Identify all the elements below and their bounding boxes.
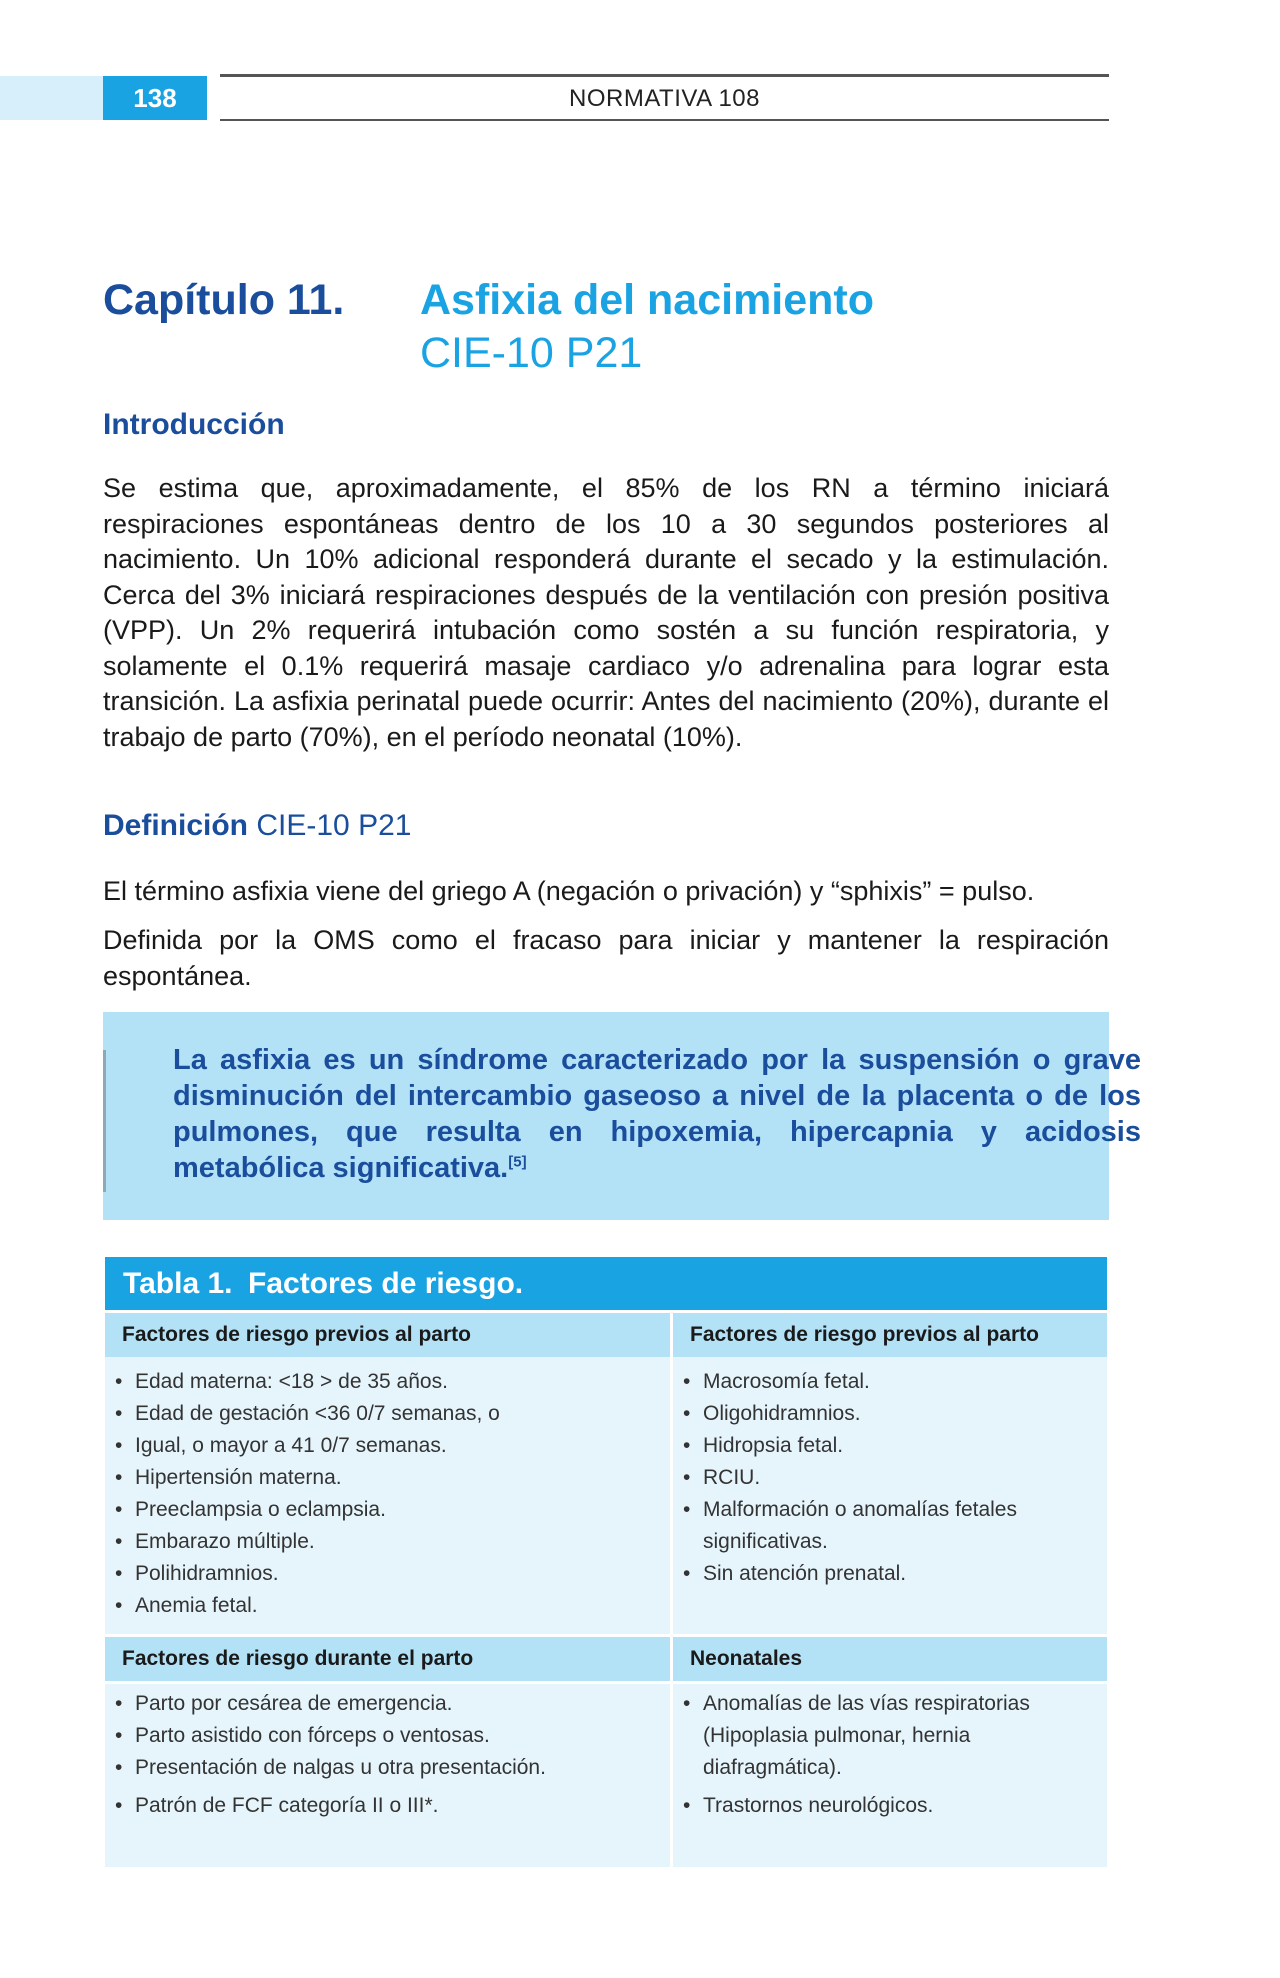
list-item: • Igual, o mayor a 41 0/7 semanas. — [105, 1430, 655, 1462]
list-item: • Patrón de FCF categoría II o III*. — [105, 1790, 655, 1822]
list-item: • Hidropsia fetal. — [673, 1430, 1103, 1462]
list-item: • Edad de gestación <36 0/7 semanas, o — [105, 1398, 655, 1430]
list-item: • Anemia fetal. — [105, 1590, 655, 1622]
list-item: • Macrosomía fetal. — [673, 1366, 1103, 1398]
header-bottom-rule — [220, 119, 1109, 121]
page-number: 138 — [103, 76, 207, 120]
callout-reference: [5] — [508, 1153, 527, 1171]
table-col-heading — [673, 1313, 1107, 1357]
definicion-paragraph-2: Definida por la OMS como el fracaso para iniciar y mantener la respiración espontánea. — [103, 925, 1109, 991]
table-column-divider — [670, 1310, 673, 1867]
chapter-code: CIE-10 P21 — [420, 329, 643, 377]
col-heading-label: Factores de riesgo previos al parto — [690, 1323, 1039, 1346]
table-title: Factores de riesgo. — [248, 1267, 524, 1300]
table-col-heading — [105, 1313, 670, 1357]
table-title-bar — [105, 1257, 1107, 1310]
bullet-list — [673, 1688, 1103, 1822]
section-heading-introduccion: Introducción — [103, 408, 285, 441]
table-cell-list — [673, 1366, 1103, 1590]
definicion-heading-label: Definición — [103, 809, 249, 842]
bullet-list — [105, 1366, 655, 1622]
list-item: • Polihidramnios. — [105, 1558, 655, 1590]
table-cell-list — [673, 1688, 1103, 1822]
list-item: • Anomalías de las vías respiratorias (Hipoplasia pulmonar, hernia diafragmática). — [673, 1688, 1103, 1784]
table-cell-list — [105, 1366, 655, 1622]
list-item: • Presentación de nalgas u otra presentación. — [105, 1752, 655, 1784]
chapter-title: Asfixia del nacimiento — [420, 276, 875, 324]
col-heading-label: Factores de riesgo previos al parto — [122, 1323, 471, 1346]
table-divider — [105, 1681, 1107, 1684]
callout-side-bar — [103, 1050, 106, 1192]
table-col-heading — [105, 1637, 670, 1681]
list-item: • Hipertensión materna. — [105, 1462, 655, 1494]
list-item: • Sin atención prenatal. — [673, 1558, 1103, 1590]
header-accent-strip — [0, 76, 103, 120]
list-item: • Edad materna: <18 > de 35 años. — [105, 1366, 655, 1398]
col-heading-label: Factores de riesgo durante el parto — [122, 1647, 474, 1670]
definicion-heading-code: CIE-10 P21 — [256, 809, 412, 842]
list-item: • Malformación o anomalías fetales significativas. — [673, 1494, 1103, 1558]
list-item: • Parto por cesárea de emergencia. — [105, 1688, 655, 1720]
list-item: • RCIU. — [673, 1462, 1103, 1494]
list-item: • Parto asistido con fórceps o ventosas. — [105, 1720, 655, 1752]
callout-body: La asfixia es un síndrome caracterizado por la suspensión o grave disminución del intercambio gaseoso a nivel de la placenta o de los pulmones, que resulta en hipoxemia, hipercapnia y acidosis metabólica significativa. — [173, 1044, 1141, 1184]
callout-text — [173, 1042, 1141, 1186]
running-title: NORMATIVA 108 — [569, 85, 760, 112]
bullet-list — [673, 1366, 1103, 1590]
header-top-rule — [220, 74, 1109, 77]
definicion-paragraph-1: El término asfixia viene del griego A (negación o privación) y “sphixis” = pulso. — [103, 876, 1035, 906]
risk-factors-table — [105, 1257, 1107, 1867]
bullet-list — [105, 1688, 655, 1822]
list-item: • Trastornos neurológicos. — [673, 1790, 1103, 1822]
introduccion-paragraph: Se estima que, aproximadamente, el 85% de los RN a término iniciará respiraciones espontáneas dentro de los 10 a 30 segundos posteriores al nacimiento. Un 10% adicional responderá durante el secado y la estimulación. Cerca del 3% iniciará respiraciones después de la ventilación con presión positiva (VPP). Un 2% requerirá intubación como sostén a su función respiratoria, y solamente el 0.1% requerirá masaje cardiaco y/o adrenalina para lograr esta transición. La asfixia perinatal puede ocurrir: Antes del nacimiento (20%), durante el trabajo de parto (70%), en el período neonatal (10%). — [103, 473, 1109, 752]
section-heading-definicion — [103, 806, 411, 846]
definition-callout — [103, 1012, 1141, 1220]
table-cell-list — [105, 1688, 655, 1822]
table-col-heading — [673, 1637, 1107, 1681]
table-label: Tabla 1. — [123, 1267, 233, 1300]
list-item: • Preeclampsia o eclampsia. — [105, 1494, 655, 1526]
col-heading-label: Neonatales — [690, 1647, 803, 1670]
list-item: • Embarazo múltiple. — [105, 1526, 655, 1558]
page-header — [0, 73, 1280, 121]
chapter-number: Capítulo 11. — [103, 276, 345, 324]
list-item: • Oligohidramnios. — [673, 1398, 1103, 1430]
